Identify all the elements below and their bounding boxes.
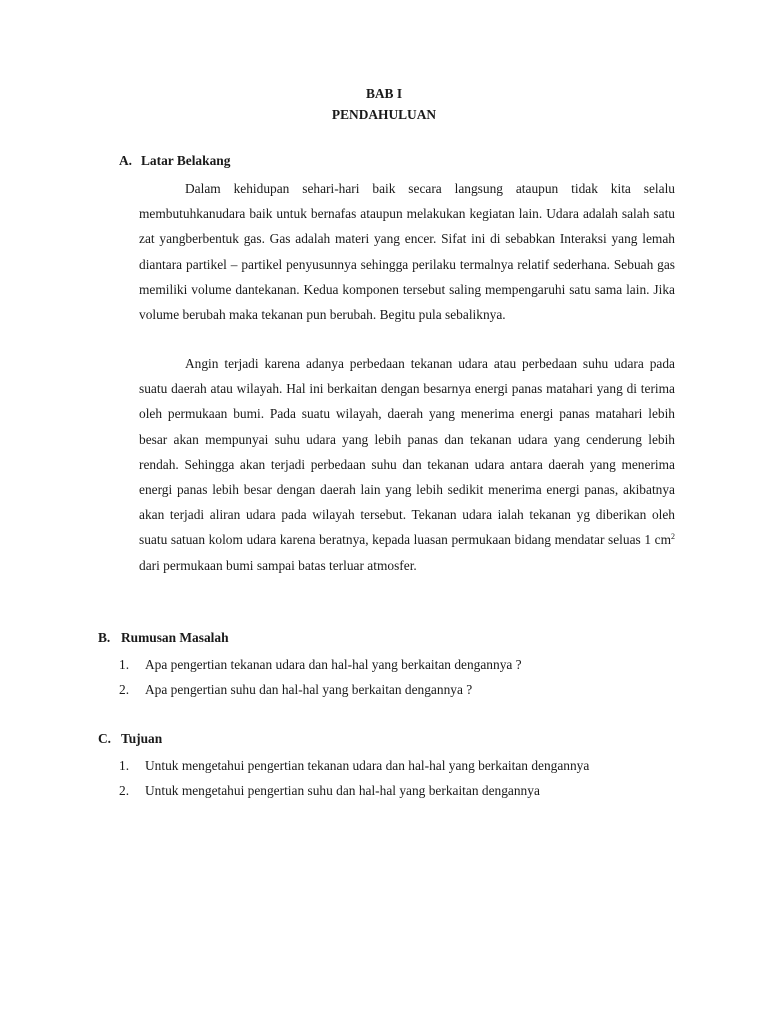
list-item [119,677,522,702]
list-number: 1. [119,657,130,672]
paragraph-text: Dalam kehidupan sehari-hari baik secara langsung ataupun tidak kita selalu membutuhkanudara baik untuk bernafas ataupun melakukan kegiatan lain. Udara adalah salah satu zat yangberbentuk gas. Gas adalah materi yang encer. Sifat ini di sebabkan Interaksi yang lemah diantara partikel – partikel penyusunnya sehingga perilaku termalnya relatif sederhana. Sebuah gas memiliki volume dantekanan. Kedua komponen tersebut saling mempengaruhi satu sama lain. Jika volume berubah maka tekanan pun berubah. Begitu pula sebaliknya. [139,181,675,323]
section-title: Rumusan Masalah [121,630,229,645]
list-text: Apa pengertian tekanan udara dan hal-hal yang berkaitan dengannya ? [145,657,522,672]
list-item [119,652,522,677]
list-item [119,778,589,803]
list-text: Untuk mengetahui pengertian suhu dan hal-hal yang berkaitan dengannya [145,783,540,799]
paragraph-2 [139,351,675,578]
list-item [119,753,589,778]
paragraph-text-main: Angin terjadi karena adanya perbedaan tekanan udara atau perbedaan suhu udara pada suatu daerah atau wilayah. Hal ini berkaitan dengan besarnya energi panas matahari yang di terima oleh permukaan bumi. Pada suatu wilayah, daerah yang menerima energi panas matahari lebih besar akan mempunyai suhu udara yang lebih panas dan tekanan udara yang cenderung lebih rendah. Sehingga akan terjadi perbedaan suhu dan tekanan udara antara daerah yang menerima energi panas lebih besar dengan daerah lain yang lebih sedikit menerima energi panas, akibatnya akan terjadi aliran udara pada wilayah tersebut. Tekanan udara ialah tekanan yg diberikan oleh suatu satuan kolom udara karena beratnya, kepada luasan permukaan bidang mendatar seluas 1 cm [139,356,675,548]
section-letter: B. [98,630,111,645]
section-heading-tujuan [98,730,162,748]
section-title: Tujuan [121,731,163,746]
section-heading-rumusan-masalah [98,629,229,647]
section-letter: A. [119,153,133,168]
section-title: Latar Belakang [141,153,231,168]
superscript-squared: 2 [671,532,675,542]
paragraph-1 [139,176,675,327]
list-number: 2. [119,682,130,698]
list-number: 1. [119,758,130,773]
problem-list [119,652,522,702]
objective-list [119,753,589,803]
section-letter: C. [98,731,112,746]
list-text: Apa pengertian suhu dan hal-hal yang berkaitan dengannya ? [145,682,473,698]
list-number: 2. [119,783,130,799]
chapter-number: BAB I [365,86,403,101]
section-heading-latar-belakang [119,152,230,170]
paragraph-text [139,351,675,578]
paragraph-text-end: dari permukaan bumi sampai batas terluar atmosfer. [139,557,417,573]
chapter-title: PENDAHULUAN [331,107,437,122]
list-text: Untuk mengetahui pengertian tekanan udara dan hal-hal yang berkaitan dengannya [145,758,590,773]
